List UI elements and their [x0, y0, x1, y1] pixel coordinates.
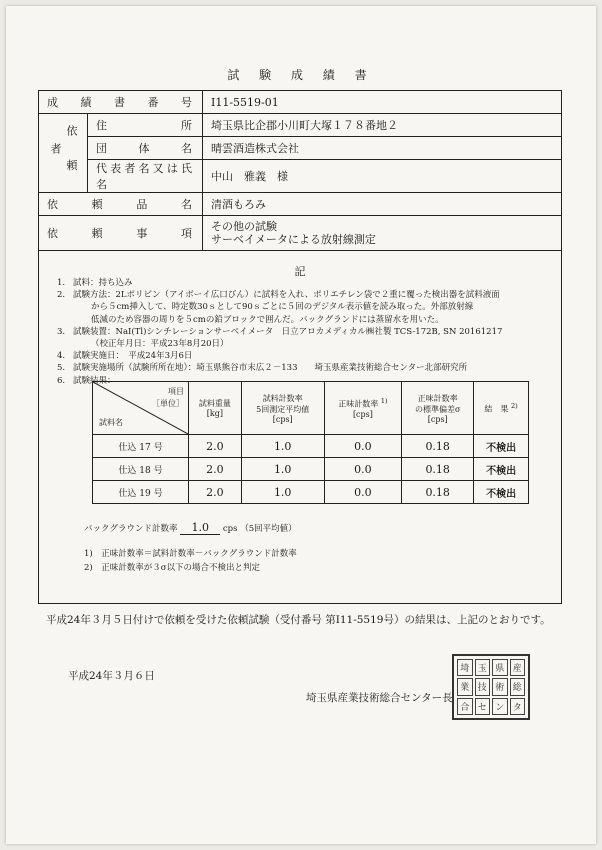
background-value: 1.0 — [180, 521, 220, 535]
list-item: 3. 試験装置：NaI(Tl)シンチレーションサーベイメータ 日立アロカメディカル㈱社製 TCS-172B, SN 20161217 — [57, 326, 503, 337]
org-label: 団 体 名 — [88, 137, 203, 160]
document-title: 試 験 成 績 書 — [227, 68, 375, 82]
requester-label: 依 頼 者 — [39, 114, 88, 193]
corner-header: 項目 ［単位］ 試料名 — [93, 382, 189, 435]
record-box — [38, 250, 562, 604]
header-result: 結 果 $^{2)}$ — [474, 382, 529, 435]
list-item: 2. 試験方法：2Lポリビン（アイボーイ広口びん）に試料を入れ、ポリエチレン袋で２重に覆った検出器を試料液面 — [57, 290, 500, 301]
rep-label: 代表者名又は氏名 — [88, 160, 203, 193]
header-rate: 試料計数率 5回測定平均値 [cps] — [241, 382, 324, 435]
table-row: 仕込 18 号 2.0 1.0 0.0 0.18 不検出 — [93, 458, 529, 481]
issuer-name: 埼玉県産業技術総合センター長 — [306, 692, 453, 704]
item-value: 清酒もろみ — [203, 193, 562, 216]
address-label: 住 所 — [88, 114, 203, 137]
issue-date: 平成24年３月６日 — [68, 670, 155, 682]
footnote-1: 1) 正味計数率＝試料計数率－バックグラウンド計数率 — [84, 549, 297, 559]
list-item: 1. 試料：持ち込み — [57, 278, 133, 288]
header-net: 正味計数率 $^{1)}$ [cps] — [324, 382, 402, 435]
record-heading: 記 — [294, 265, 306, 278]
rep-value: 中山 雅義 様 — [203, 160, 562, 193]
footnote-2: 2) 正味計数率が３σ以下の場合不検出と判定 — [84, 563, 261, 573]
matter-label: 依 頼 事 項 — [39, 216, 203, 251]
org-value: 晴雲酒造株式会社 — [203, 137, 562, 160]
address-value: 埼玉県比企郡小川町大塚１７８番地２ — [203, 114, 562, 137]
list-item: 5. 試験実施場所（試験所所在地）：埼玉県熊谷市末広２－133 埼玉県産業技術総合センター北部研究所 — [57, 363, 468, 374]
result-statement: 平成24年３月５日付けで依頼を受けた依頼試験（受付番号 第I11-5519号）の結果は、上記のとおりです。 — [46, 614, 551, 626]
list-item: から５cm挿入して、時定数30ｓとして90ｓごとに５回のデジタル表示値を読み取った。外部放射線 — [91, 302, 474, 313]
info-table — [38, 90, 562, 251]
record-items — [57, 277, 549, 387]
item-label: 依 頼 品 名 — [39, 193, 203, 216]
table-row: 仕込 17 号 2.0 1.0 0.0 0.18 不検出 — [93, 435, 529, 458]
results-table — [92, 381, 529, 504]
list-item: （校正年月日：平成23年8月20日） — [91, 339, 229, 350]
matter-line-1: その他の試験 — [211, 220, 277, 233]
footnotes — [84, 547, 297, 575]
cert-no-label: 成 績 書 番 号 — [39, 91, 203, 114]
background-rate: バックグラウンド計数率 1.0 cps （5回平均値） — [84, 521, 297, 534]
header-weight: 試料重量 [kg] — [189, 382, 242, 435]
list-item: 低減のため容器の周りを５cmの鉛ブロックで囲んだ。バックグランドには蒸留水を用いた。 — [91, 314, 444, 325]
header-sigma: 正味計数率 の標準偏差σ [cps] — [402, 382, 474, 435]
matter-value — [203, 216, 562, 251]
list-item: 6. 試験結果： — [57, 375, 116, 386]
official-seal: 埼 玉 県 産 業 技 術 総 合 セ ン タ — [452, 654, 530, 720]
matter-line-2: サーベイメータによる放射線測定 — [211, 233, 376, 246]
list-item: 4. 試験実施日： 平成24年3月6日 — [57, 351, 193, 362]
table-row: 仕込 19 号 2.0 1.0 0.0 0.18 不検出 — [93, 481, 529, 504]
cert-no-value: I11-5519-01 — [203, 91, 562, 114]
